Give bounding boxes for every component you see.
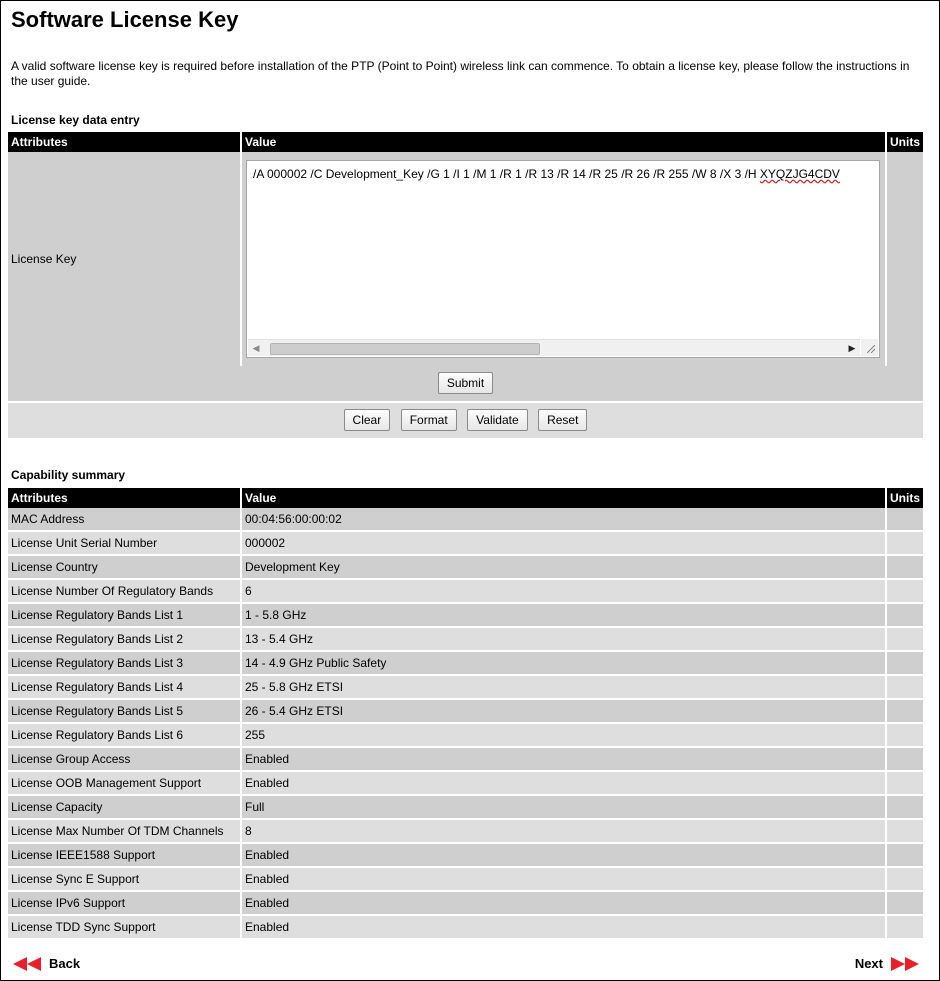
cell-units [887,676,923,700]
capability-summary-table [8,488,923,940]
cell-units [887,532,923,556]
license-key-textarea[interactable] [246,160,880,358]
table-row [8,556,923,580]
cell-attribute: License IPv6 Support [8,892,242,916]
cell-units [887,796,923,820]
cell-attribute: License Max Number Of TDM Channels [8,820,242,844]
table-row [8,532,923,556]
cell-attribute: MAC Address [8,508,242,532]
cell-value: 14 - 4.9 GHz Public Safety [242,652,887,676]
table-row [8,892,923,916]
cell-attribute: License Regulatory Bands List 3 [8,652,242,676]
license-key-value-cell [242,152,887,368]
table-row [8,508,923,532]
column-header-value: Value [242,132,887,152]
table-row [8,772,923,796]
license-key-units [887,152,923,368]
cell-value: 00:04:56:00:00:02 [242,508,887,532]
scroll-right-icon[interactable]: ▶ [848,343,856,353]
table-row [8,796,923,820]
cell-value: 26 - 5.4 GHz ETSI [242,700,887,724]
license-key-label: License Key [8,152,242,368]
page-title: Software License Key [11,7,239,32]
table-row [8,652,923,676]
cell-attribute: License Unit Serial Number [8,532,242,556]
table-row [8,868,923,892]
cell-value: 255 [242,724,887,748]
cell-units [887,556,923,580]
cell-attribute: License Regulatory Bands List 5 [8,700,242,724]
column-header-attributes: Attributes [8,132,242,152]
cell-units [887,844,923,868]
cell-value: Enabled [242,772,887,796]
license-key-text [253,167,840,181]
cell-attribute: License OOB Management Support [8,772,242,796]
submit-button-row [8,372,923,394]
cell-attribute: License TDD Sync Support [8,916,242,940]
cell-value: Enabled [242,892,887,916]
cell-attribute: License Regulatory Bands List 6 [8,724,242,748]
cell-units [887,892,923,916]
cell-units [887,508,923,532]
license-key-text-main: /A 000002 /C Development_Key /G 1 /I 1 /M 1 /R 1 /R 13 /R 14 /R 25 /R 26 /R 255 /W 8 /X 3 /H [253,167,760,181]
cell-value: Development Key [242,556,887,580]
cell-value: 6 [242,580,887,604]
cell-attribute: License Country [8,556,242,580]
cell-attribute: License Number Of Regulatory Bands [8,580,242,604]
table-row [8,676,923,700]
cell-units [887,580,923,604]
scroll-left-icon[interactable]: ◀ [252,343,260,353]
cell-attribute: License Regulatory Bands List 2 [8,628,242,652]
next-link[interactable] [855,956,919,971]
cell-attribute: License Sync E Support [8,868,242,892]
next-label: Next [854,956,883,971]
scrollbar-thumb[interactable] [270,343,540,355]
back-arrow-icon [13,957,43,971]
table-row [8,628,923,652]
table-row [8,844,923,868]
table-row [8,724,923,748]
cell-units [887,604,923,628]
table-row [8,916,923,940]
cell-value: Enabled [242,868,887,892]
cell-attribute: License Group Access [8,748,242,772]
submit-button[interactable]: Submit [438,372,493,394]
reset-button[interactable]: Reset [538,409,587,431]
cell-attribute: License Regulatory Bands List 4 [8,676,242,700]
cell-units [887,700,923,724]
cell-value: 1 - 5.8 GHz [242,604,887,628]
cell-value: Enabled [242,748,887,772]
column-header-attributes: Attributes [8,488,242,508]
license-key-text-flagged: XYQZJG4CDV [759,167,840,181]
cell-attribute: License Regulatory Bands List 1 [8,604,242,628]
cell-value: 13 - 5.4 GHz [242,628,887,652]
clear-button[interactable]: Clear [344,409,391,431]
license-entry-heading: License key data entry [11,113,140,127]
table-row [8,748,923,772]
cell-value: Enabled [242,844,887,868]
capability-summary-heading: Capability summary [11,468,126,482]
license-entry-table [8,132,923,368]
cell-units [887,772,923,796]
format-button[interactable]: Format [401,409,457,431]
cell-units [887,916,923,940]
cell-units [887,820,923,844]
column-header-units: Units [887,488,923,508]
cell-value: 000002 [242,532,887,556]
cell-attribute: License Capacity [8,796,242,820]
cell-attribute: License IEEE1588 Support [8,844,242,868]
cell-units [887,868,923,892]
back-label: Back [49,956,81,971]
cell-value: Enabled [242,916,887,940]
cell-value: 8 [242,820,887,844]
back-link[interactable] [13,956,80,971]
horizontal-scrollbar[interactable] [248,339,860,356]
cell-units [887,652,923,676]
intro-text: A valid software license key is required before installation of the PTP (Point to Point) wireless link can commence. To obtain a license key, please follow the instructions in the user guide. [11,59,910,88]
cell-value: Full [242,796,887,820]
table-row [8,700,923,724]
table-row [8,604,923,628]
resize-grip-icon[interactable] [861,339,878,356]
cell-units [887,748,923,772]
column-header-value: Value [242,488,887,508]
table-row [8,820,923,844]
cell-units [887,724,923,748]
cell-value: 25 - 5.8 GHz ETSI [242,676,887,700]
action-button-row [8,409,923,431]
validate-button[interactable]: Validate [467,409,527,431]
next-arrow-icon [889,957,919,971]
column-header-units: Units [887,132,923,152]
cell-units [887,628,923,652]
table-row [8,580,923,604]
